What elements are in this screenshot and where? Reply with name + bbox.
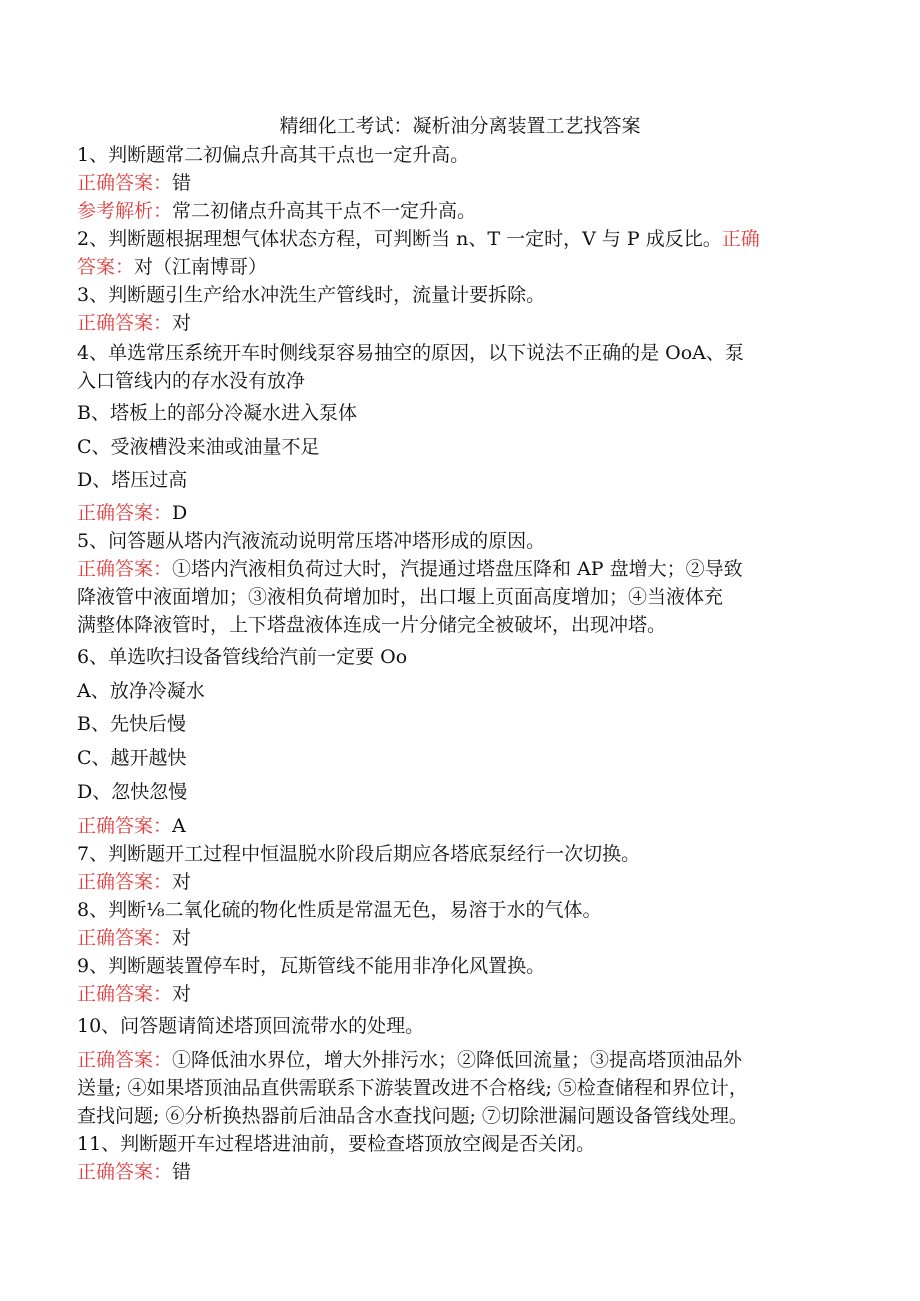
answer-value: 对 (172, 871, 192, 893)
answer-label: 正确答案： (77, 871, 173, 893)
answer-value: ①塔内汽液相负荷过大时，汽提通过塔盘压降和 AP 盘增大；②导致 (172, 558, 743, 580)
analysis-1 (77, 198, 847, 224)
question-3: 3、判断题引生产给水冲洗生产管线时，流量计要拆除。 (77, 284, 546, 306)
question-5: 5、问答题从塔内汽液流动说明常压塔冲塔形成的原因。 (77, 530, 546, 552)
document-title: 精细化工考试：凝析油分离装置工艺找答案 (279, 115, 641, 137)
answer-label: 正确答案： (77, 1049, 173, 1071)
answer-label: 正确答案： (77, 558, 173, 580)
answer-11 (77, 1159, 847, 1185)
option-4-c: C、受液槽没来油或油量不足 (77, 436, 320, 458)
option-6-a: A、放净冷凝水 (77, 680, 205, 702)
answer-5-line-2: 降液管中液面增加；③液相负荷增加时，出口堰上页面高度增加；④当液体充 (77, 586, 724, 608)
question-4-line-1: 4、单选常压系统开车时侧线泵容易抽空的原因，以下说法不正确的是 OoA、泵 (77, 342, 744, 364)
question-text: 2、判断题根据理想气体状态方程，可判断当 n、T 一定时，V 与 P 成反比。 (77, 228, 722, 250)
answer-value: 错 (172, 1161, 192, 1183)
answer-3 (77, 310, 847, 336)
answer-7 (77, 869, 847, 895)
option-6-c: C、越开越快 (77, 747, 187, 769)
answer-4 (77, 500, 847, 526)
question-10: 10、问答题请简述塔顶回流带水的处理。 (77, 1015, 425, 1037)
answer-10-line-2: 送量; ④如果塔顶油品直供需联系下游装置改进不合格线; ⑤检查储程和界位计， (77, 1077, 748, 1099)
answer-8 (77, 925, 847, 951)
answer-label: 正确答案： (77, 983, 173, 1005)
answer-value: 对 (172, 312, 192, 334)
question-11: 11、判断题开车过程塔进油前，要检查塔顶放空阀是否关闭。 (77, 1133, 596, 1155)
answer-label: 正确答案： (77, 502, 173, 524)
answer-value: 对 (172, 927, 192, 949)
answer-value: 错 (172, 172, 192, 194)
answer-9 (77, 981, 847, 1007)
answer-label: 正确答案： (77, 927, 173, 949)
option-6-d: D、忽快忽慢 (77, 781, 188, 803)
option-4-b: B、塔板上的部分冷凝水进入泵体 (77, 402, 357, 424)
answer-1 (77, 170, 847, 196)
answer-value: 对（江南博哥） (134, 256, 268, 278)
option-6-b: B、先快后慢 (77, 713, 186, 735)
answer-value: 对 (172, 983, 192, 1005)
question-2 (77, 226, 847, 252)
question-7: 7、判断题开工过程中恒温脱水阶段后期应各塔底泵经行一次切换。 (77, 843, 641, 865)
answer-value: D (172, 502, 188, 524)
question-9: 9、判断题装置停车时，瓦斯管线不能用非净化风置换。 (77, 955, 546, 977)
answer-6 (77, 813, 847, 839)
question-6: 6、单选吹扫设备管线给汽前一定要 Oo (77, 646, 408, 668)
question-4-line-2: 入口管线内的存水没有放净 (77, 370, 306, 392)
answer-label-part: 答案： (77, 256, 135, 278)
analysis-value: 常二初储点升高其干点不一定升高。 (172, 200, 477, 222)
answer-10-line-3: 查找问题; ⑥分析换热器前后油品含水查找问题; ⑦切除泄漏问题设备管线处理。 (77, 1105, 748, 1127)
answer-label: 正确答案： (77, 1161, 173, 1183)
question-1: 1、判断题常二初偏点升高其干点也一定升高。 (77, 144, 470, 166)
question-8: 8、判断⅛二氧化硫的物化性质是常温无色，易溶于水的气体。 (77, 899, 602, 921)
answer-2 (77, 254, 847, 280)
answer-label: 正确答案： (77, 312, 173, 334)
option-4-d: D、塔压过高 (77, 469, 188, 491)
answer-value: A (172, 815, 186, 837)
answer-label: 正确答案： (77, 172, 173, 194)
analysis-label: 参考解析： (77, 200, 173, 222)
answer-5-line-1 (77, 556, 847, 582)
answer-value: ①降低油水界位，增大外排污水；②降低回流量；③提高塔顶油品外 (172, 1049, 743, 1071)
answer-10-line-1 (77, 1047, 847, 1073)
answer-5-line-3: 满整体降液管时，上下塔盘液体连成一片分储完全被破坏，出现冲塔。 (77, 614, 667, 636)
answer-label: 正确答案： (77, 815, 173, 837)
answer-label-part: 正确 (721, 228, 760, 250)
